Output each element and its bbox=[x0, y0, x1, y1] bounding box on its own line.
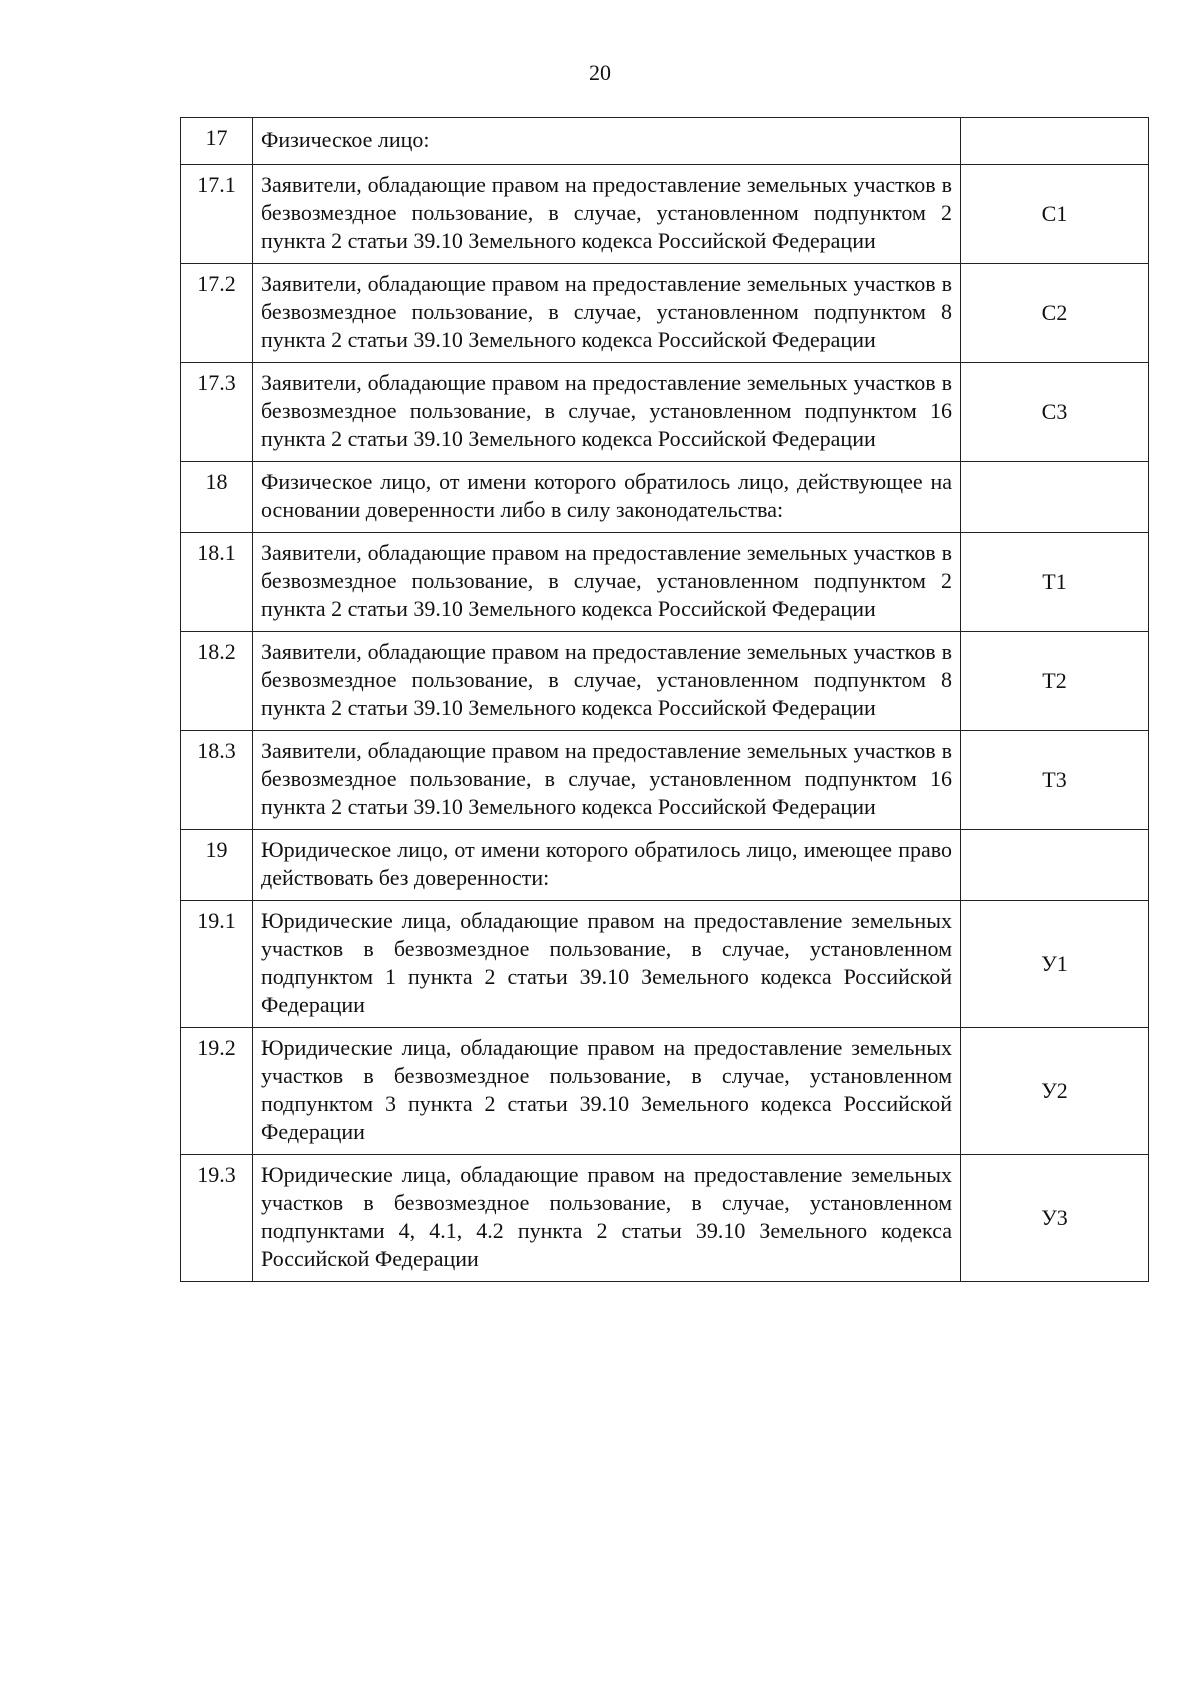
table-row bbox=[181, 901, 1149, 1028]
row-number: 17.2 bbox=[181, 264, 253, 363]
row-description: Физическое лицо, от имени которого обратилось лицо, действующее на основании доверенности либо в силу законодательства: bbox=[253, 462, 961, 533]
row-code: С3 bbox=[961, 363, 1149, 462]
row-code: Т2 bbox=[961, 632, 1149, 731]
row-code: У2 bbox=[961, 1028, 1149, 1155]
row-number: 17.3 bbox=[181, 363, 253, 462]
row-number: 19.3 bbox=[181, 1155, 253, 1282]
row-code: Т1 bbox=[961, 533, 1149, 632]
row-number: 18.1 bbox=[181, 533, 253, 632]
row-number: 18.3 bbox=[181, 731, 253, 830]
row-code: У3 bbox=[961, 1155, 1149, 1282]
row-number: 17.1 bbox=[181, 165, 253, 264]
table-row bbox=[181, 830, 1149, 901]
row-code: Т3 bbox=[961, 731, 1149, 830]
applicants-table bbox=[180, 117, 1149, 1282]
row-code: С2 bbox=[961, 264, 1149, 363]
table-row bbox=[181, 632, 1149, 731]
row-description: Заявители, обладающие правом на предоставление земельных участков в безвозмездное пользование, в случае, установленном подпунктом 2 пункта 2 статьи 39.10 Земельного кодекса Российской Федерации bbox=[253, 165, 961, 264]
table-row bbox=[181, 462, 1149, 533]
table-row bbox=[181, 264, 1149, 363]
page-number: 20 bbox=[589, 60, 611, 85]
row-code: С1 bbox=[961, 165, 1149, 264]
row-number: 19.1 bbox=[181, 901, 253, 1028]
row-description: Заявители, обладающие правом на предоставление земельных участков в безвозмездное пользование, в случае, установленном подпунктом 8 пункта 2 статьи 39.10 Земельного кодекса Российской Федерации bbox=[253, 264, 961, 363]
row-code bbox=[961, 830, 1149, 901]
row-number: 17 bbox=[181, 118, 253, 165]
row-description: Заявители, обладающие правом на предоставление земельных участков в безвозмездное пользование, в случае, установленном подпунктом 2 пункта 2 статьи 39.10 Земельного кодекса Российской Федерации bbox=[253, 533, 961, 632]
table-row bbox=[181, 533, 1149, 632]
row-code bbox=[961, 462, 1149, 533]
row-number: 19.2 bbox=[181, 1028, 253, 1155]
row-description: Юридические лица, обладающие правом на предоставление земельных участков в безвозмездное пользование, в случае, установленном подпунктами 4, 4.1, 4.2 пункта 2 статьи 39.10 Земельного кодекса Российской Федерации bbox=[253, 1155, 961, 1282]
row-number: 18 bbox=[181, 462, 253, 533]
table-row bbox=[181, 731, 1149, 830]
applicants-table-body bbox=[181, 118, 1149, 1282]
row-number: 18.2 bbox=[181, 632, 253, 731]
row-description: Заявители, обладающие правом на предоставление земельных участков в безвозмездное пользование, в случае, установленном подпунктом 16 пункта 2 статьи 39.10 Земельного кодекса Российской Федерации bbox=[253, 363, 961, 462]
row-code bbox=[961, 118, 1149, 165]
row-number: 19 bbox=[181, 830, 253, 901]
row-code: У1 bbox=[961, 901, 1149, 1028]
row-description: Заявители, обладающие правом на предоставление земельных участков в безвозмездное пользование, в случае, установленном подпунктом 8 пункта 2 статьи 39.10 Земельного кодекса Российской Федерации bbox=[253, 632, 961, 731]
row-description: Юридические лица, обладающие правом на предоставление земельных участков в безвозмездное пользование, в случае, установленном подпунктом 3 пункта 2 статьи 39.10 Земельного кодекса Российской Федерации bbox=[253, 1028, 961, 1155]
row-description: Заявители, обладающие правом на предоставление земельных участков в безвозмездное пользование, в случае, установленном подпунктом 16 пункта 2 статьи 39.10 Земельного кодекса Российской Федерации bbox=[253, 731, 961, 830]
table-row bbox=[181, 363, 1149, 462]
table-row bbox=[181, 165, 1149, 264]
table-row bbox=[181, 1155, 1149, 1282]
table-row bbox=[181, 1028, 1149, 1155]
table-row bbox=[181, 118, 1149, 165]
row-description: Физическое лицо: bbox=[253, 118, 961, 165]
row-description: Юридические лица, обладающие правом на предоставление земельных участков в безвозмездное пользование, в случае, установленном подпунктом 1 пункта 2 статьи 39.10 Земельного кодекса Российской Федерации bbox=[253, 901, 961, 1028]
row-description: Юридическое лицо, от имени которого обратилось лицо, имеющее право действовать без доверенности: bbox=[253, 830, 961, 901]
